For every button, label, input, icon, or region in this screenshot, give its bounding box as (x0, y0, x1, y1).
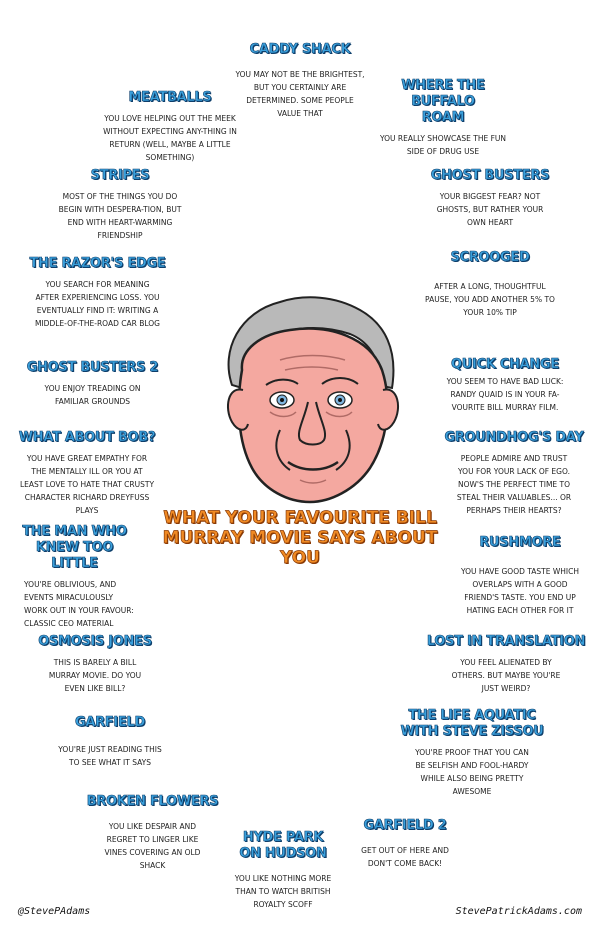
movie-title: SCROOGED (450, 250, 530, 265)
movie-title: STRIPES (90, 168, 150, 183)
bill-murray-portrait (210, 290, 410, 510)
website-link[interactable]: StevePatrickAdams.com (455, 906, 582, 917)
twitter-handle[interactable]: @StevePAdams (18, 906, 91, 917)
movie-title: QUICK CHANGE (451, 357, 559, 372)
movie-description: YOU'RE OBLIVIOUS, AND EVENTS MIRACULOUSLY WORK OUT IN YOUR FAVOUR: CLASSIC CEO MATERIAL (24, 580, 134, 628)
movie-description: AFTER A LONG, THOUGHTFUL PAUSE, YOU ADD ANOTHER 5% TO YOUR 10% TIP (425, 282, 555, 317)
movie-description: YOU LIKE DESPAIR AND REGRET TO LINGER LIKE VINES COVERING AN OLD SHACK (104, 822, 201, 870)
movie-title: RUSHMORE (479, 535, 561, 550)
movie-description: GET OUT OF HERE AND DON'T COME BACK! (361, 846, 449, 868)
movie-description: YOU SEEM TO HAVE BAD LUCK: RANDY QUAID IS IN YOUR FA-VOURITE BILL MURRAY FILM. (446, 377, 564, 412)
movie-title: THE RAZOR'S EDGE (29, 256, 166, 271)
entry-scrooged (420, 250, 560, 319)
movie-description: YOU REALLY SHOWCASE THE FUN SIDE OF DRUG USE (379, 134, 507, 156)
movie-title: MEATBALLS (128, 90, 212, 105)
entry-ghost-busters-2 (20, 360, 165, 408)
entry-meatballs (100, 90, 240, 164)
movie-title: THE LIFE AQUATIC WITH STEVE ZISSOU (400, 708, 544, 739)
entry-broken-flowers (80, 794, 225, 872)
entry-stripes (55, 168, 185, 242)
entry-life-aquatic (392, 708, 552, 798)
movie-description: YOU MAY NOT BE THE BRIGHTEST, BUT YOU CERTAINLY ARE DETERMINED. SOME PEOPLE VALUE THAT (235, 70, 365, 118)
entry-caddy-shack (235, 42, 365, 120)
movie-description: MOST OF THE THINGS YOU DO BEGIN WITH DESPERA-TION, BUT END WITH HEART-WARMING FRIENDSHIP (58, 192, 182, 240)
entry-ghost-busters (420, 168, 560, 229)
movie-title: GHOST BUSTERS (430, 168, 550, 183)
movie-title: CADDY SHACK (249, 42, 351, 57)
entry-garfield-2 (345, 818, 465, 870)
entry-where-the-buffalo-roam (378, 78, 508, 158)
movie-description: THIS IS BARELY A BILL MURRAY MOVIE. DO YOU EVEN LIKE BILL? (48, 658, 142, 693)
movie-description: YOU'RE JUST READING THIS TO SEE WHAT IT SAYS (58, 745, 162, 767)
movie-description: YOU'RE PROOF THAT YOU CAN BE SELFISH AND FOOL-HARDY WHILE ALSO BEING PRETTY AWESOME (415, 748, 529, 796)
movie-title: GROUNDHOG'S DAY (444, 430, 584, 445)
movie-title: WHERE THE BUFFALO ROAM (401, 78, 485, 125)
face (239, 329, 388, 502)
movie-title: GHOST BUSTERS 2 (26, 360, 159, 375)
movie-description: YOUR BIGGEST FEAR? NOT GHOSTS, BUT RATHER YOUR OWN HEART (436, 192, 544, 227)
entry-rushmore (455, 535, 585, 617)
movie-title: THE MAN WHO KNEW TOO LITTLE (22, 524, 127, 571)
movie-title: WHAT ABOUT BOB? (18, 430, 156, 445)
movie-description: YOU ENJOY TREADING ON FAMILIAR GROUNDS (44, 384, 141, 406)
movie-description: YOU LIKE NOTHING MORE THAN TO WATCH BRITISH ROYALTY SCOFF (234, 874, 332, 909)
main-title: WHAT YOUR FAVOURITE BILL MURRAY MOVIE SAYS ABOUT YOU (162, 508, 438, 568)
entry-razors-edge (20, 256, 175, 330)
entry-hyde-park-on-hudson (218, 830, 348, 911)
movie-title: LOST IN TRANSLATION (426, 634, 586, 649)
movie-description: YOU SEARCH FOR MEANING AFTER EXPERIENCING LOSS. YOU EVENTUALLY FIND IT: WRITING A MIDDLE-OF-THE-ROAD CAR BLOG (35, 280, 160, 328)
entry-osmosis-jones (25, 634, 165, 695)
entry-man-who-knew-too-little (12, 524, 137, 630)
movie-description: YOU HAVE GOOD TASTE WHICH OVERLAPS WITH A GOOD FRIEND'S TASTE. YOU END UP HATING EACH OTHER FOR IT (460, 567, 579, 615)
movie-title: GARFIELD (74, 715, 145, 730)
movie-title: HYDE PARK ON HUDSON (239, 830, 327, 861)
movie-title: GARFIELD 2 (363, 818, 447, 833)
entry-lost-in-translation (422, 634, 590, 695)
entry-garfield (40, 715, 180, 769)
movie-description: YOU HAVE GREAT EMPATHY FOR THE MENTALLY ILL OR YOU AT LEAST LOVE TO HATE THAT CRUSTY CHARACTER RICHARD DREYFUSS PLAYS (19, 454, 155, 515)
movie-description: YOU LOVE HELPING OUT THE MEEK WITHOUT EXPECTING ANY-THING IN RETURN (WELL, MAYBE A LITTLE SOMETHING) (103, 114, 237, 162)
movie-title: OSMOSIS JONES (38, 634, 152, 649)
entry-quick-change (440, 357, 570, 414)
movie-description: PEOPLE ADMIRE AND TRUST YOU FOR YOUR LACK OF EGO. NOW'S THE PERFECT TIME TO STEAL THEIR VALUABLES... OR PERHAPS THEIR HEARTS? (456, 454, 572, 515)
movie-description: YOU FEEL ALIENATED BY OTHERS. BUT MAYBE YOU'RE JUST WEIRD? (451, 658, 561, 693)
entry-groundhogs-day (440, 430, 588, 517)
movie-title: BROKEN FLOWERS (86, 794, 219, 809)
entry-what-about-bob (12, 430, 162, 517)
